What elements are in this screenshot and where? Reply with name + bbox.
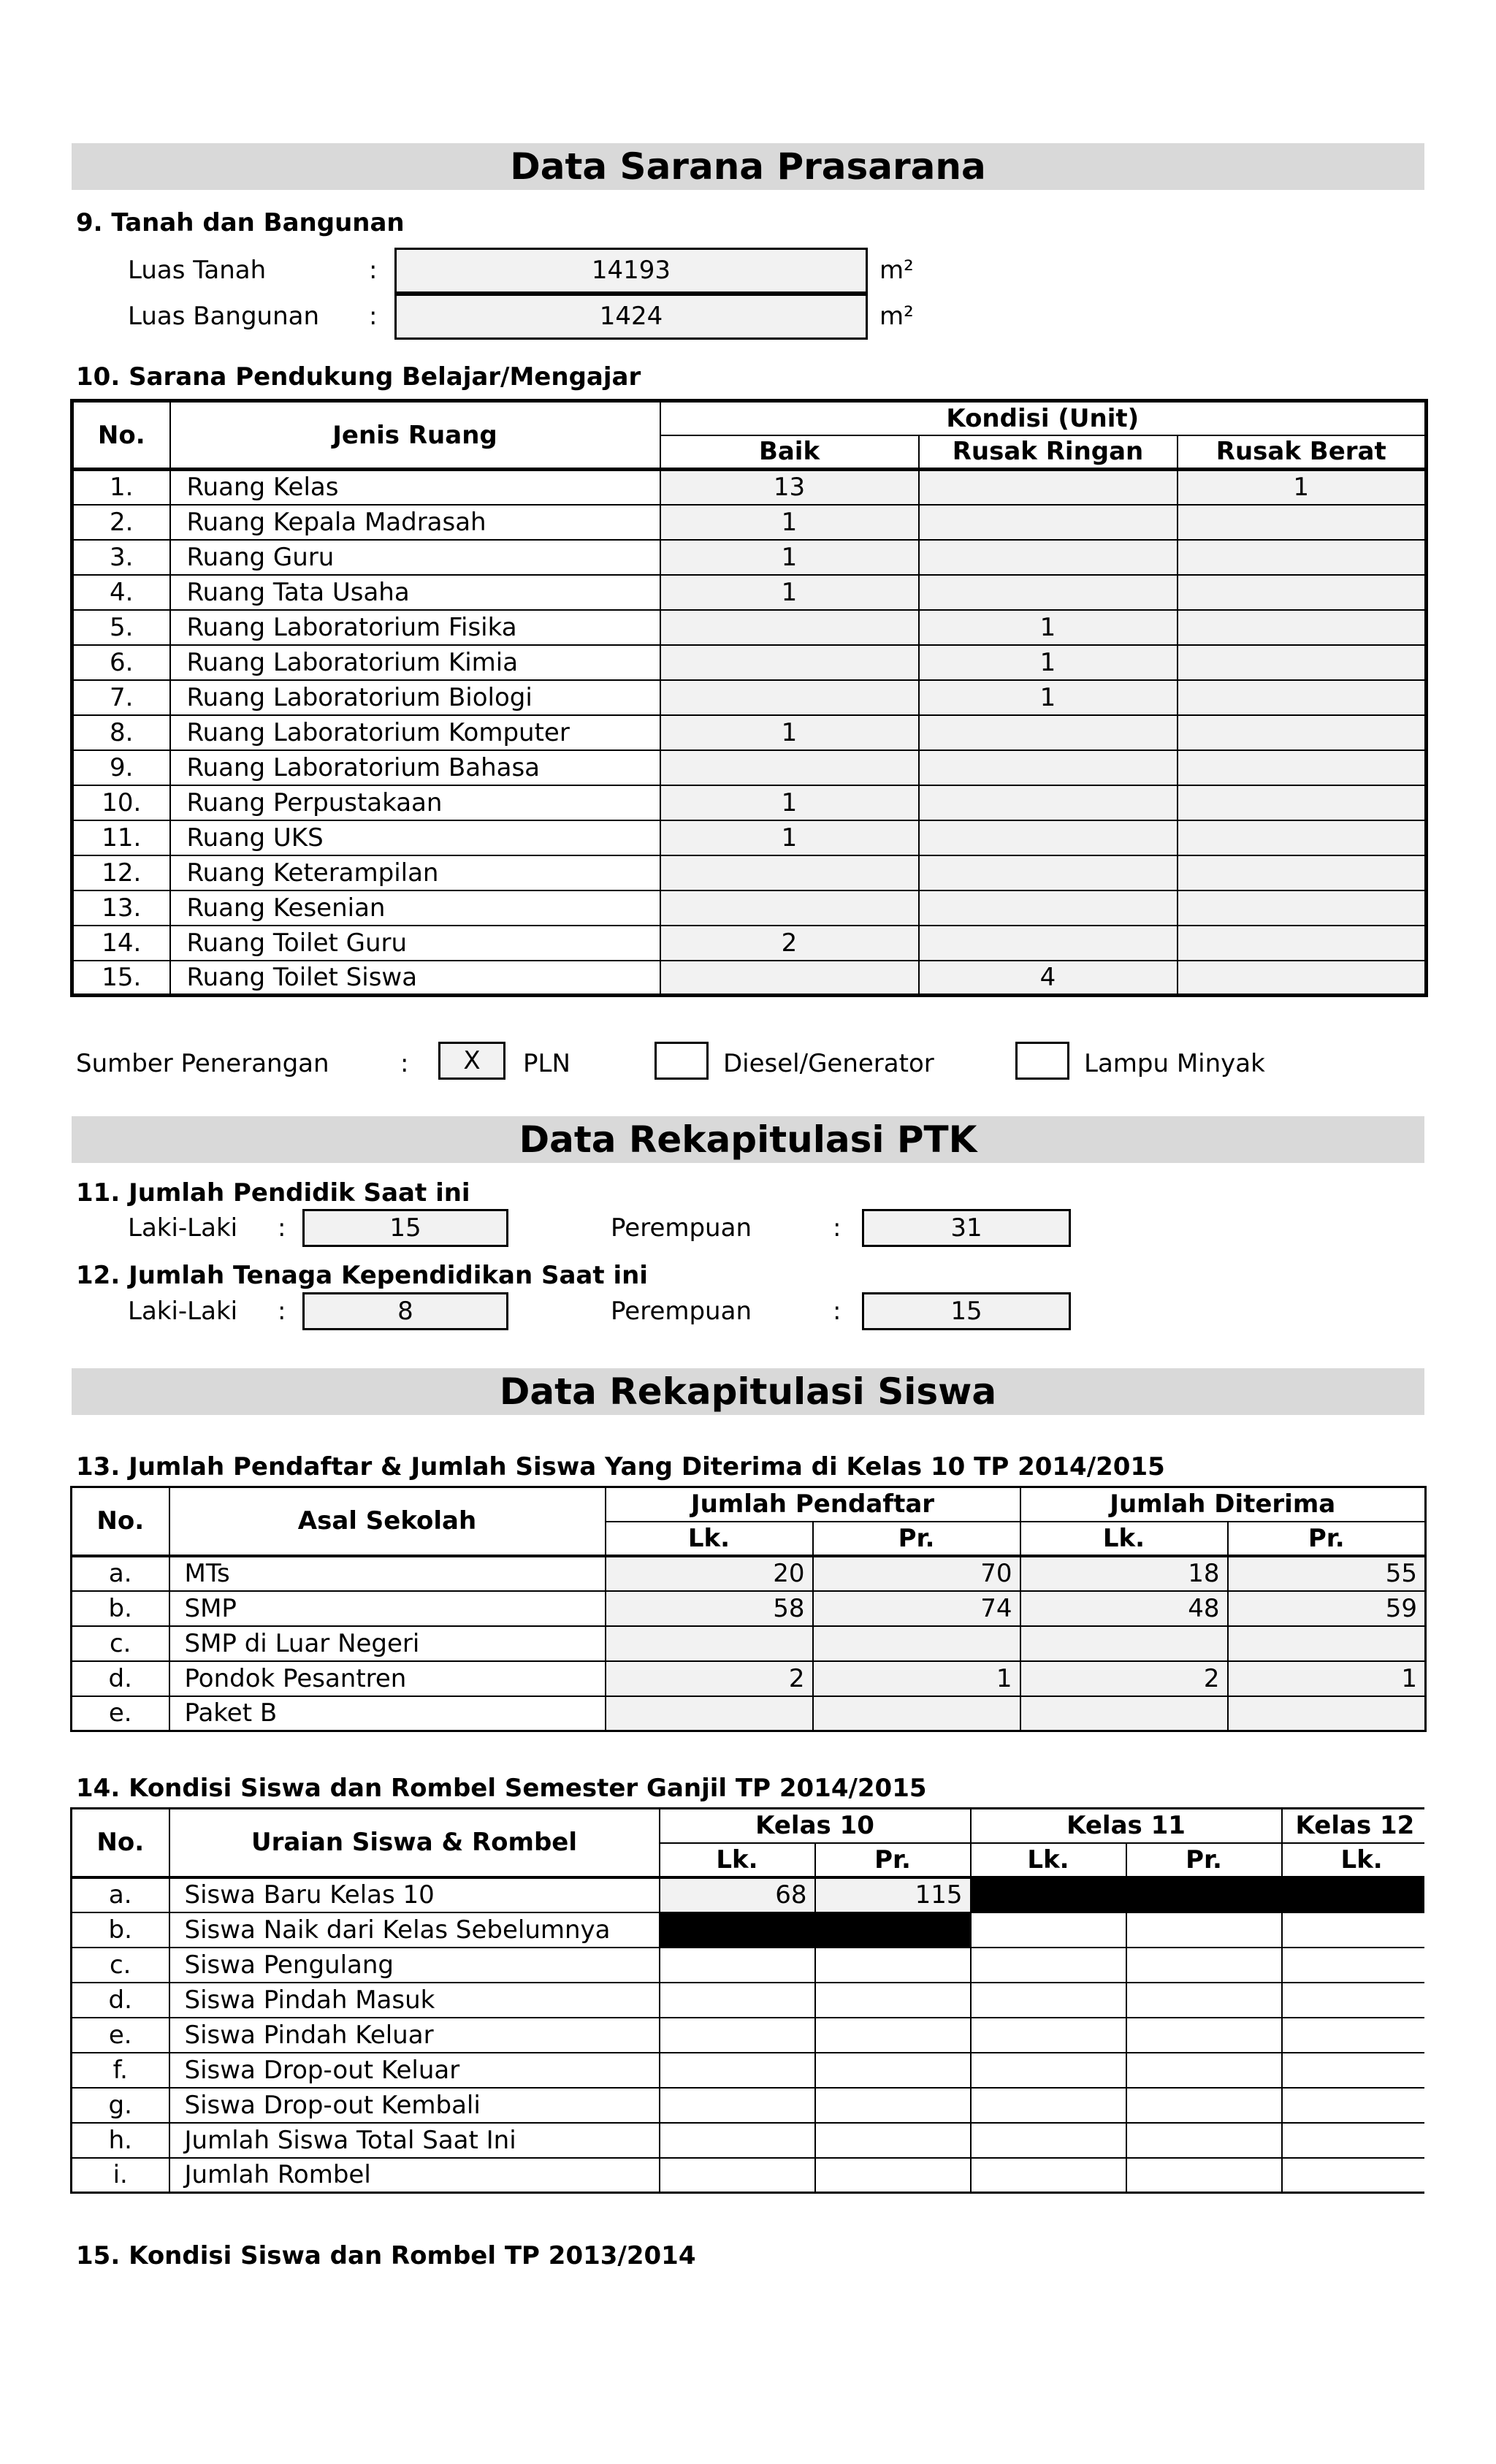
- kelas10-lk-cell[interactable]: [660, 1912, 815, 1948]
- kelas10-pr-cell[interactable]: [815, 1912, 971, 1948]
- rusak-berat-cell[interactable]: [1178, 785, 1427, 820]
- room-name: Ruang Kelas: [170, 470, 660, 505]
- row-letter: e.: [72, 1696, 169, 1731]
- baik-cell[interactable]: [660, 750, 919, 785]
- diterima-lk-cell[interactable]: 18: [1020, 1556, 1228, 1591]
- kelas11-lk-cell[interactable]: [971, 2158, 1126, 2193]
- header-pr: Pr.: [1126, 1843, 1282, 1877]
- kelas10-pr-cell[interactable]: [815, 2053, 971, 2088]
- baik-cell[interactable]: [660, 961, 919, 996]
- kelas11-pr-cell[interactable]: [1126, 1877, 1282, 1912]
- rusak-ringan-cell[interactable]: [919, 890, 1178, 926]
- colon: :: [369, 256, 378, 285]
- row-letter: e.: [72, 2018, 169, 2053]
- pln-label: PLN: [523, 1049, 570, 1078]
- header-lk: Lk.: [1020, 1522, 1228, 1556]
- rusak-ringan-cell[interactable]: 4: [919, 961, 1178, 996]
- row-number: 15.: [72, 961, 170, 996]
- baik-cell[interactable]: 1: [660, 715, 919, 750]
- kelas11-pr-cell[interactable]: [1126, 2158, 1282, 2193]
- header-uraian: Uraian Siswa & Rombel: [169, 1809, 660, 1877]
- kelas11-pr-cell[interactable]: [1126, 2053, 1282, 2088]
- room-name: Ruang Guru: [170, 540, 660, 575]
- diterima-lk-cell[interactable]: [1020, 1696, 1228, 1731]
- table-row: [72, 750, 1427, 785]
- kelas10-lk-cell[interactable]: [660, 2158, 815, 2193]
- row-number: 11.: [72, 820, 170, 855]
- laki-label: Laki-Laki: [128, 1297, 238, 1326]
- table-row: [72, 855, 1427, 890]
- kelas12-lk-cell[interactable]: [1282, 2088, 1424, 2123]
- rusak-berat-cell[interactable]: [1178, 961, 1427, 996]
- row-number: 10.: [72, 785, 170, 820]
- diterima-pr-cell[interactable]: [1228, 1626, 1426, 1661]
- school-origin: SMP: [169, 1591, 606, 1626]
- rusak-berat-cell[interactable]: [1178, 610, 1427, 645]
- kelas11-lk-cell[interactable]: [971, 2123, 1126, 2158]
- uraian-label: Siswa Drop-out Keluar: [169, 2053, 660, 2088]
- room-name: Ruang Toilet Guru: [170, 926, 660, 961]
- row-number: 6.: [72, 645, 170, 680]
- colon: :: [278, 1213, 286, 1243]
- kelas11-pr-cell[interactable]: [1126, 1948, 1282, 1983]
- kelas12-lk-cell[interactable]: [1282, 2018, 1424, 2053]
- colon: :: [400, 1049, 409, 1078]
- kelas12-lk-cell[interactable]: [1282, 2123, 1424, 2158]
- row-letter: d.: [72, 1983, 169, 2018]
- header-kondisi: Kondisi (Unit): [660, 401, 1427, 435]
- pendaftar-pr-cell[interactable]: [813, 1626, 1020, 1661]
- lampu-label: Lampu Minyak: [1084, 1049, 1265, 1078]
- pendaftar-pr-cell[interactable]: 74: [813, 1591, 1020, 1626]
- table-row: [72, 2088, 1425, 2123]
- section-9-heading: 9. Tanah dan Bangunan: [76, 208, 405, 237]
- room-name: Ruang Laboratorium Bahasa: [170, 750, 660, 785]
- room-name: Ruang Laboratorium Kimia: [170, 645, 660, 680]
- table-row: [72, 610, 1427, 645]
- sarana-table: [70, 399, 1428, 997]
- baik-cell[interactable]: 1: [660, 785, 919, 820]
- baik-cell[interactable]: 1: [660, 575, 919, 610]
- uraian-label: Jumlah Rombel: [169, 2158, 660, 2193]
- table-row: [72, 2018, 1425, 2053]
- room-name: Ruang Laboratorium Fisika: [170, 610, 660, 645]
- table-row: [72, 645, 1427, 680]
- section-15-heading: 15. Kondisi Siswa dan Rombel TP 2013/2014: [76, 2241, 696, 2270]
- unit-m2: m²: [879, 302, 914, 331]
- row-number: 3.: [72, 540, 170, 575]
- rusak-berat-cell[interactable]: [1178, 715, 1427, 750]
- kelas12-lk-cell[interactable]: [1282, 2158, 1424, 2193]
- header-no: No.: [72, 1487, 169, 1556]
- baik-cell[interactable]: [660, 855, 919, 890]
- row-letter: b.: [72, 1591, 169, 1626]
- header-kelas-10: Kelas 10: [660, 1809, 971, 1843]
- rusak-berat-cell[interactable]: [1178, 820, 1427, 855]
- room-name: Ruang Laboratorium Biologi: [170, 680, 660, 715]
- table-row: [72, 1948, 1425, 1983]
- luas-bangunan-label: Luas Bangunan: [128, 302, 320, 331]
- baik-cell[interactable]: [660, 610, 919, 645]
- header-rusak-ringan: Rusak Ringan: [919, 435, 1178, 470]
- table-row: [72, 470, 1427, 505]
- diterima-pr-cell[interactable]: [1228, 1696, 1426, 1731]
- kelas10-lk-cell[interactable]: [660, 2088, 815, 2123]
- school-origin: Pondok Pesantren: [169, 1661, 606, 1696]
- row-number: 4.: [72, 575, 170, 610]
- banner-ptk: Data Rekapitulasi PTK: [72, 1116, 1424, 1163]
- row-letter: h.: [72, 2123, 169, 2158]
- kelas12-lk-cell[interactable]: [1282, 2053, 1424, 2088]
- baik-cell[interactable]: [660, 890, 919, 926]
- header-lk: Lk.: [971, 1843, 1126, 1877]
- section-13-heading: 13. Jumlah Pendaftar & Jumlah Siswa Yang Diterima di Kelas 10 TP 2014/2015: [76, 1452, 1165, 1481]
- rusak-ringan-cell[interactable]: [919, 470, 1178, 505]
- colon: :: [833, 1213, 842, 1243]
- pendaftar-pr-cell[interactable]: 70: [813, 1556, 1020, 1591]
- pendaftar-lk-cell[interactable]: 20: [606, 1556, 813, 1591]
- kelas10-lk-cell[interactable]: [660, 2053, 815, 2088]
- table-row: [72, 1661, 1426, 1696]
- pendaftar-lk-cell[interactable]: 2: [606, 1661, 813, 1696]
- kelas11-lk-cell[interactable]: [971, 2018, 1126, 2053]
- table-row: [72, 1591, 1426, 1626]
- kelas11-lk-cell[interactable]: [971, 1912, 1126, 1948]
- pendaftar-lk-cell[interactable]: [606, 1626, 813, 1661]
- row-letter: b.: [72, 1912, 169, 1948]
- unit-m2: m²: [879, 256, 914, 285]
- room-name: Ruang Kesenian: [170, 890, 660, 926]
- table-row: [72, 715, 1427, 750]
- table-row: [72, 890, 1427, 926]
- rombel-table-viewport: [70, 1807, 1424, 2209]
- row-number: 5.: [72, 610, 170, 645]
- kelas11-lk-cell[interactable]: [971, 1948, 1126, 1983]
- table-row: [72, 926, 1427, 961]
- row-number: 9.: [72, 750, 170, 785]
- header-rusak-berat: Rusak Berat: [1178, 435, 1427, 470]
- rombel-table: [70, 1807, 1424, 2194]
- table-row: [72, 1696, 1426, 1731]
- row-number: 8.: [72, 715, 170, 750]
- kelas10-lk-cell[interactable]: 68: [660, 1877, 815, 1912]
- rusak-berat-cell[interactable]: [1178, 855, 1427, 890]
- baik-cell[interactable]: 1: [660, 540, 919, 575]
- kelas11-pr-cell[interactable]: [1126, 1983, 1282, 2018]
- diterima-pr-cell[interactable]: 55: [1228, 1556, 1426, 1591]
- banner-sarana: Data Sarana Prasarana: [72, 143, 1424, 190]
- rusak-berat-cell[interactable]: [1178, 926, 1427, 961]
- row-number: 7.: [72, 680, 170, 715]
- rusak-berat-cell[interactable]: [1178, 680, 1427, 715]
- table-row: [72, 505, 1427, 540]
- kelas10-pr-cell[interactable]: [815, 2018, 971, 2053]
- banner-siswa: Data Rekapitulasi Siswa: [72, 1368, 1424, 1415]
- header-lk: Lk.: [1282, 1843, 1424, 1877]
- pendidik-perempuan-field[interactable]: 31: [862, 1209, 1071, 1247]
- table-row: [72, 961, 1427, 996]
- kelas11-lk-cell[interactable]: [971, 2053, 1126, 2088]
- laki-label: Laki-Laki: [128, 1213, 238, 1243]
- luas-tanah-field[interactable]: 14193: [394, 248, 868, 294]
- room-name: Ruang Laboratorium Komputer: [170, 715, 660, 750]
- uraian-label: Siswa Pindah Masuk: [169, 1983, 660, 2018]
- uraian-label: Jumlah Siswa Total Saat Ini: [169, 2123, 660, 2158]
- rusak-ringan-cell[interactable]: [919, 540, 1178, 575]
- table-row: [72, 540, 1427, 575]
- rusak-berat-cell[interactable]: [1178, 750, 1427, 785]
- table-row: [72, 1877, 1425, 1912]
- pendaftar-table: [70, 1486, 1427, 1732]
- rusak-berat-cell[interactable]: [1178, 540, 1427, 575]
- rusak-ringan-cell[interactable]: [919, 715, 1178, 750]
- uraian-label: Siswa Naik dari Kelas Sebelumnya: [169, 1912, 660, 1948]
- kelas10-lk-cell[interactable]: [660, 1983, 815, 2018]
- table-row: [72, 2123, 1425, 2158]
- row-letter: f.: [72, 2053, 169, 2088]
- baik-cell[interactable]: 1: [660, 505, 919, 540]
- rusak-berat-cell[interactable]: [1178, 890, 1427, 926]
- rusak-ringan-cell[interactable]: [919, 855, 1178, 890]
- header-jumlah-pendaftar: Jumlah Pendaftar: [606, 1487, 1020, 1522]
- header-kelas-11: Kelas 11: [971, 1809, 1282, 1843]
- baik-cell[interactable]: [660, 680, 919, 715]
- luas-bangunan-field[interactable]: 1424: [394, 294, 868, 340]
- diterima-pr-cell[interactable]: 1: [1228, 1661, 1426, 1696]
- kelas12-lk-cell[interactable]: [1282, 1912, 1424, 1948]
- kelas11-pr-cell[interactable]: [1126, 2088, 1282, 2123]
- kelas11-pr-cell[interactable]: [1126, 1912, 1282, 1948]
- pendaftar-pr-cell[interactable]: [813, 1696, 1020, 1731]
- room-name: Ruang Perpustakaan: [170, 785, 660, 820]
- row-letter: c.: [72, 1626, 169, 1661]
- rusak-berat-cell[interactable]: 1: [1178, 470, 1427, 505]
- header-asal-sekolah: Asal Sekolah: [169, 1487, 606, 1556]
- room-name: Ruang UKS: [170, 820, 660, 855]
- table-row: [72, 785, 1427, 820]
- uraian-label: Siswa Drop-out Kembali: [169, 2088, 660, 2123]
- kelas11-lk-cell[interactable]: [971, 2088, 1126, 2123]
- room-name: Ruang Keterampilan: [170, 855, 660, 890]
- room-name: Ruang Toilet Siswa: [170, 961, 660, 996]
- header-lk: Lk.: [606, 1522, 813, 1556]
- perempuan-label: Perempuan: [611, 1213, 752, 1243]
- colon: :: [833, 1297, 842, 1326]
- header-lk: Lk.: [660, 1843, 815, 1877]
- header-kelas-12: Kelas 12: [1282, 1809, 1424, 1843]
- baik-cell[interactable]: 1: [660, 820, 919, 855]
- sumber-penerangan-label: Sumber Penerangan: [76, 1049, 329, 1078]
- rusak-berat-cell[interactable]: [1178, 575, 1427, 610]
- kelas10-lk-cell[interactable]: [660, 2123, 815, 2158]
- table-row: [72, 820, 1427, 855]
- pln-checkbox[interactable]: X: [438, 1042, 505, 1080]
- table-row: [72, 1983, 1425, 2018]
- diterima-pr-cell[interactable]: 59: [1228, 1591, 1426, 1626]
- header-pr: Pr.: [815, 1843, 971, 1877]
- baik-cell[interactable]: 2: [660, 926, 919, 961]
- section-11-heading: 11. Jumlah Pendidik Saat ini: [76, 1178, 470, 1208]
- row-letter: i.: [72, 2158, 169, 2193]
- diesel-checkbox[interactable]: [654, 1042, 709, 1080]
- kelas10-pr-cell[interactable]: 115: [815, 1877, 971, 1912]
- rusak-ringan-cell[interactable]: 1: [919, 610, 1178, 645]
- kelas11-lk-cell[interactable]: [971, 1877, 1126, 1912]
- rusak-ringan-cell[interactable]: [919, 820, 1178, 855]
- luas-tanah-label: Luas Tanah: [128, 256, 267, 285]
- school-origin: MTs: [169, 1556, 606, 1591]
- diesel-label: Diesel/Generator: [723, 1049, 934, 1078]
- uraian-label: Siswa Baru Kelas 10: [169, 1877, 660, 1912]
- uraian-label: Siswa Pengulang: [169, 1948, 660, 1983]
- tendik-laki-field[interactable]: 8: [302, 1292, 508, 1330]
- kelas12-lk-cell[interactable]: [1282, 1983, 1424, 2018]
- rusak-ringan-cell[interactable]: [919, 926, 1178, 961]
- row-number: 14.: [72, 926, 170, 961]
- pendaftar-lk-cell[interactable]: [606, 1696, 813, 1731]
- tendik-perempuan-field[interactable]: 15: [862, 1292, 1071, 1330]
- table-row: [72, 2158, 1425, 2193]
- rusak-ringan-cell[interactable]: 1: [919, 645, 1178, 680]
- kelas12-lk-cell[interactable]: [1282, 1948, 1424, 1983]
- school-origin: SMP di Luar Negeri: [169, 1626, 606, 1661]
- header-jumlah-diterima: Jumlah Diterima: [1020, 1487, 1426, 1522]
- table-row: [72, 2053, 1425, 2088]
- section-10-heading: 10. Sarana Pendukung Belajar/Mengajar: [76, 362, 641, 392]
- section-14-heading: 14. Kondisi Siswa dan Rombel Semester Ganjil TP 2014/2015: [76, 1774, 927, 1803]
- kelas10-lk-cell[interactable]: [660, 2018, 815, 2053]
- kelas11-pr-cell[interactable]: [1126, 2018, 1282, 2053]
- room-name: Ruang Kepala Madrasah: [170, 505, 660, 540]
- rusak-ringan-cell[interactable]: [919, 575, 1178, 610]
- pendaftar-lk-cell[interactable]: 58: [606, 1591, 813, 1626]
- table-row: [72, 1912, 1425, 1948]
- kelas10-pr-cell[interactable]: [815, 1948, 971, 1983]
- header-pr: Pr.: [813, 1522, 1020, 1556]
- table-row: [72, 1626, 1426, 1661]
- header-jenis-ruang: Jenis Ruang: [170, 401, 660, 470]
- header-pr: Pr.: [1228, 1522, 1426, 1556]
- row-letter: g.: [72, 2088, 169, 2123]
- rusak-berat-cell[interactable]: [1178, 505, 1427, 540]
- row-number: 13.: [72, 890, 170, 926]
- row-letter: a.: [72, 1877, 169, 1912]
- kelas10-pr-cell[interactable]: [815, 2158, 971, 2193]
- row-letter: c.: [72, 1948, 169, 1983]
- header-no: No.: [72, 401, 170, 470]
- header-no: No.: [72, 1809, 169, 1877]
- kelas11-lk-cell[interactable]: [971, 1983, 1126, 2018]
- kelas10-pr-cell[interactable]: [815, 2088, 971, 2123]
- diterima-lk-cell[interactable]: 2: [1020, 1661, 1228, 1696]
- rusak-ringan-cell[interactable]: [919, 750, 1178, 785]
- pendaftar-pr-cell[interactable]: 1: [813, 1661, 1020, 1696]
- section-12-heading: 12. Jumlah Tenaga Kependidikan Saat ini: [76, 1261, 648, 1290]
- kelas10-pr-cell[interactable]: [815, 1983, 971, 2018]
- lampu-checkbox[interactable]: [1015, 1042, 1069, 1080]
- kelas12-lk-cell[interactable]: [1282, 1877, 1424, 1912]
- table-row: [72, 575, 1427, 610]
- perempuan-label: Perempuan: [611, 1297, 752, 1326]
- row-number: 2.: [72, 505, 170, 540]
- diterima-lk-cell[interactable]: [1020, 1626, 1228, 1661]
- rusak-ringan-cell[interactable]: [919, 505, 1178, 540]
- kelas11-pr-cell[interactable]: [1126, 2123, 1282, 2158]
- table-row: [72, 1556, 1426, 1591]
- kelas10-lk-cell[interactable]: [660, 1948, 815, 1983]
- baik-cell[interactable]: 13: [660, 470, 919, 505]
- row-letter: d.: [72, 1661, 169, 1696]
- colon: :: [278, 1297, 286, 1326]
- row-number: 12.: [72, 855, 170, 890]
- room-name: Ruang Tata Usaha: [170, 575, 660, 610]
- uraian-label: Siswa Pindah Keluar: [169, 2018, 660, 2053]
- school-origin: Paket B: [169, 1696, 606, 1731]
- row-number: 1.: [72, 470, 170, 505]
- rusak-berat-cell[interactable]: [1178, 645, 1427, 680]
- colon: :: [369, 302, 378, 331]
- row-letter: a.: [72, 1556, 169, 1591]
- rusak-ringan-cell[interactable]: 1: [919, 680, 1178, 715]
- kelas10-pr-cell[interactable]: [815, 2123, 971, 2158]
- table-row: [72, 680, 1427, 715]
- pendidik-laki-field[interactable]: 15: [302, 1209, 508, 1247]
- baik-cell[interactable]: [660, 645, 919, 680]
- rusak-ringan-cell[interactable]: [919, 785, 1178, 820]
- header-baik: Baik: [660, 435, 919, 470]
- diterima-lk-cell[interactable]: 48: [1020, 1591, 1228, 1626]
